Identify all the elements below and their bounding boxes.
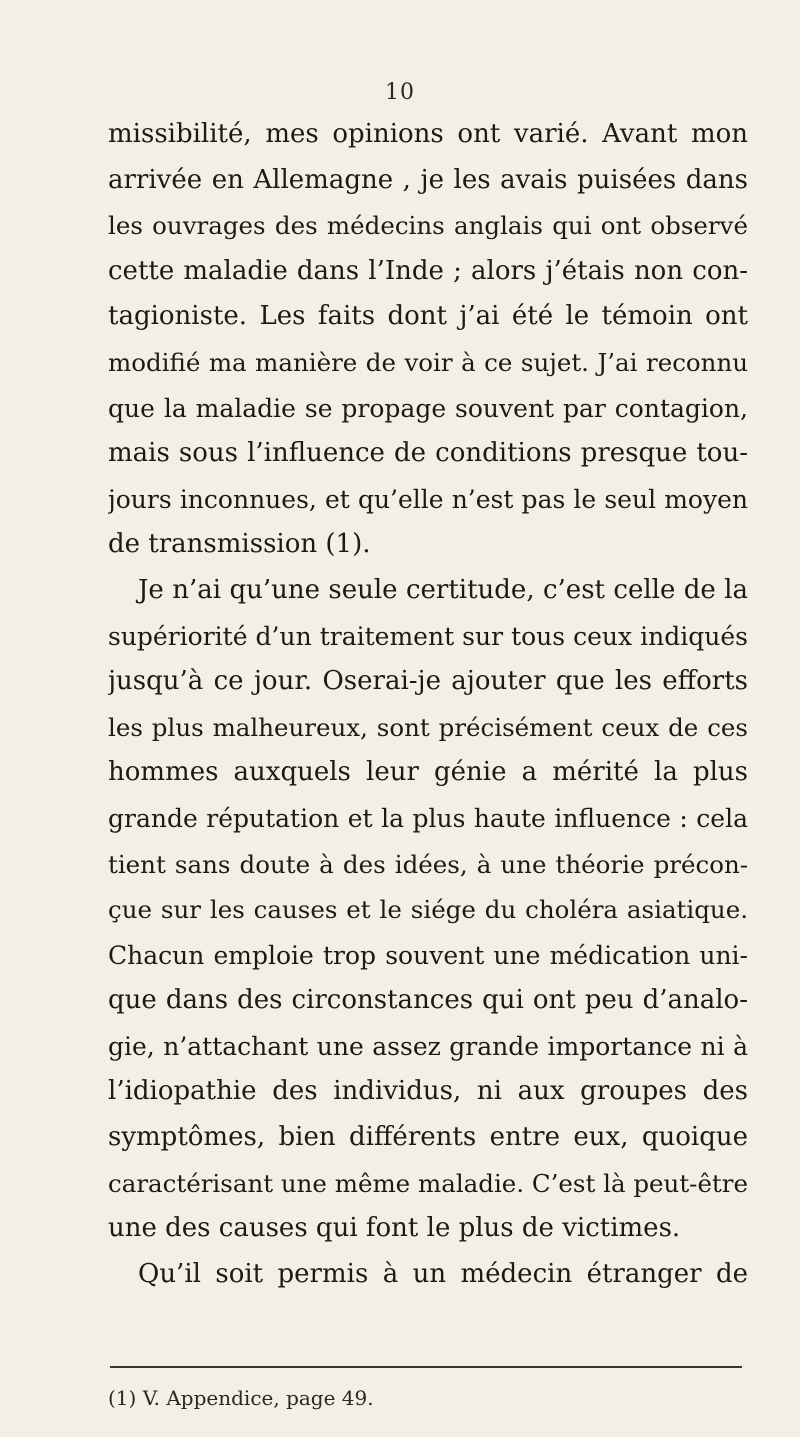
text-line: hommes auxquels leur génie a mérité la plus (108, 757, 748, 788)
text-line: que dans des circonstances qui ont peu d’analo- (108, 985, 748, 1016)
text-line: gie, n’attachant une assez grande importance ni à (108, 1031, 748, 1061)
text-line: Je n’ai qu’une seule certitude, c’est celle de la (138, 574, 748, 605)
text-line: symptômes, bien différents entre eux, quoique (108, 1122, 748, 1153)
text-line: supériorité d’un traitement sur tous ceux indiqués (108, 621, 748, 651)
footnote-divider (110, 1366, 742, 1368)
text-line: une des causes qui font le plus de victimes. (108, 1213, 681, 1244)
text-line: tient sans doute à des idées, à une théorie précon- (108, 849, 748, 879)
text-line: les plus malheureux, sont précisément ceux de ces (108, 712, 748, 742)
text-line: arrivée en Allemagne , je les avais puisées dans (108, 164, 748, 195)
text-line: tagioniste. Les faits dont j’ai été le témoin ont (108, 301, 748, 332)
text-line: Chacun emploie trop souvent une médication uni- (108, 940, 748, 970)
text-line: les ouvrages des médecins anglais qui ont observé (108, 211, 748, 241)
page-number: 10 (385, 80, 415, 105)
text-line: caractérisant une même maladie. C’est là peut-être (108, 1168, 748, 1198)
text-line: modifié ma manière de voir à ce sujet. J’ai reconnu (108, 347, 748, 377)
footnote: (1) V. Appendice, page 49. (108, 1386, 374, 1410)
text-line: Qu’il soit permis à un médecin étranger de (138, 1258, 748, 1289)
body-text (108, 112, 748, 1297)
text-line: cette maladie dans l’Inde ; alors j’étais non con- (108, 255, 748, 286)
text-line: missibilité, mes opinions ont varié. Avant mon (108, 119, 748, 149)
text-line: l’idiopathie des individus, ni aux groupes des (108, 1076, 748, 1107)
text-line: çue sur les causes et le siége du choléra asiatique. (108, 895, 748, 925)
text-line: que la maladie se propage souvent par contagion, (108, 393, 748, 423)
text-line: jusqu’à ce jour. Oserai-je ajouter que les efforts (108, 666, 748, 697)
text-line: grande réputation et la plus haute influence : cela (108, 803, 748, 833)
text-line: mais sous l’influence de conditions presque tou- (108, 438, 748, 469)
text-line: jours inconnues, et qu’elle n’est pas le seul moyen (108, 484, 748, 514)
text-line: de transmission (1). (108, 529, 371, 560)
